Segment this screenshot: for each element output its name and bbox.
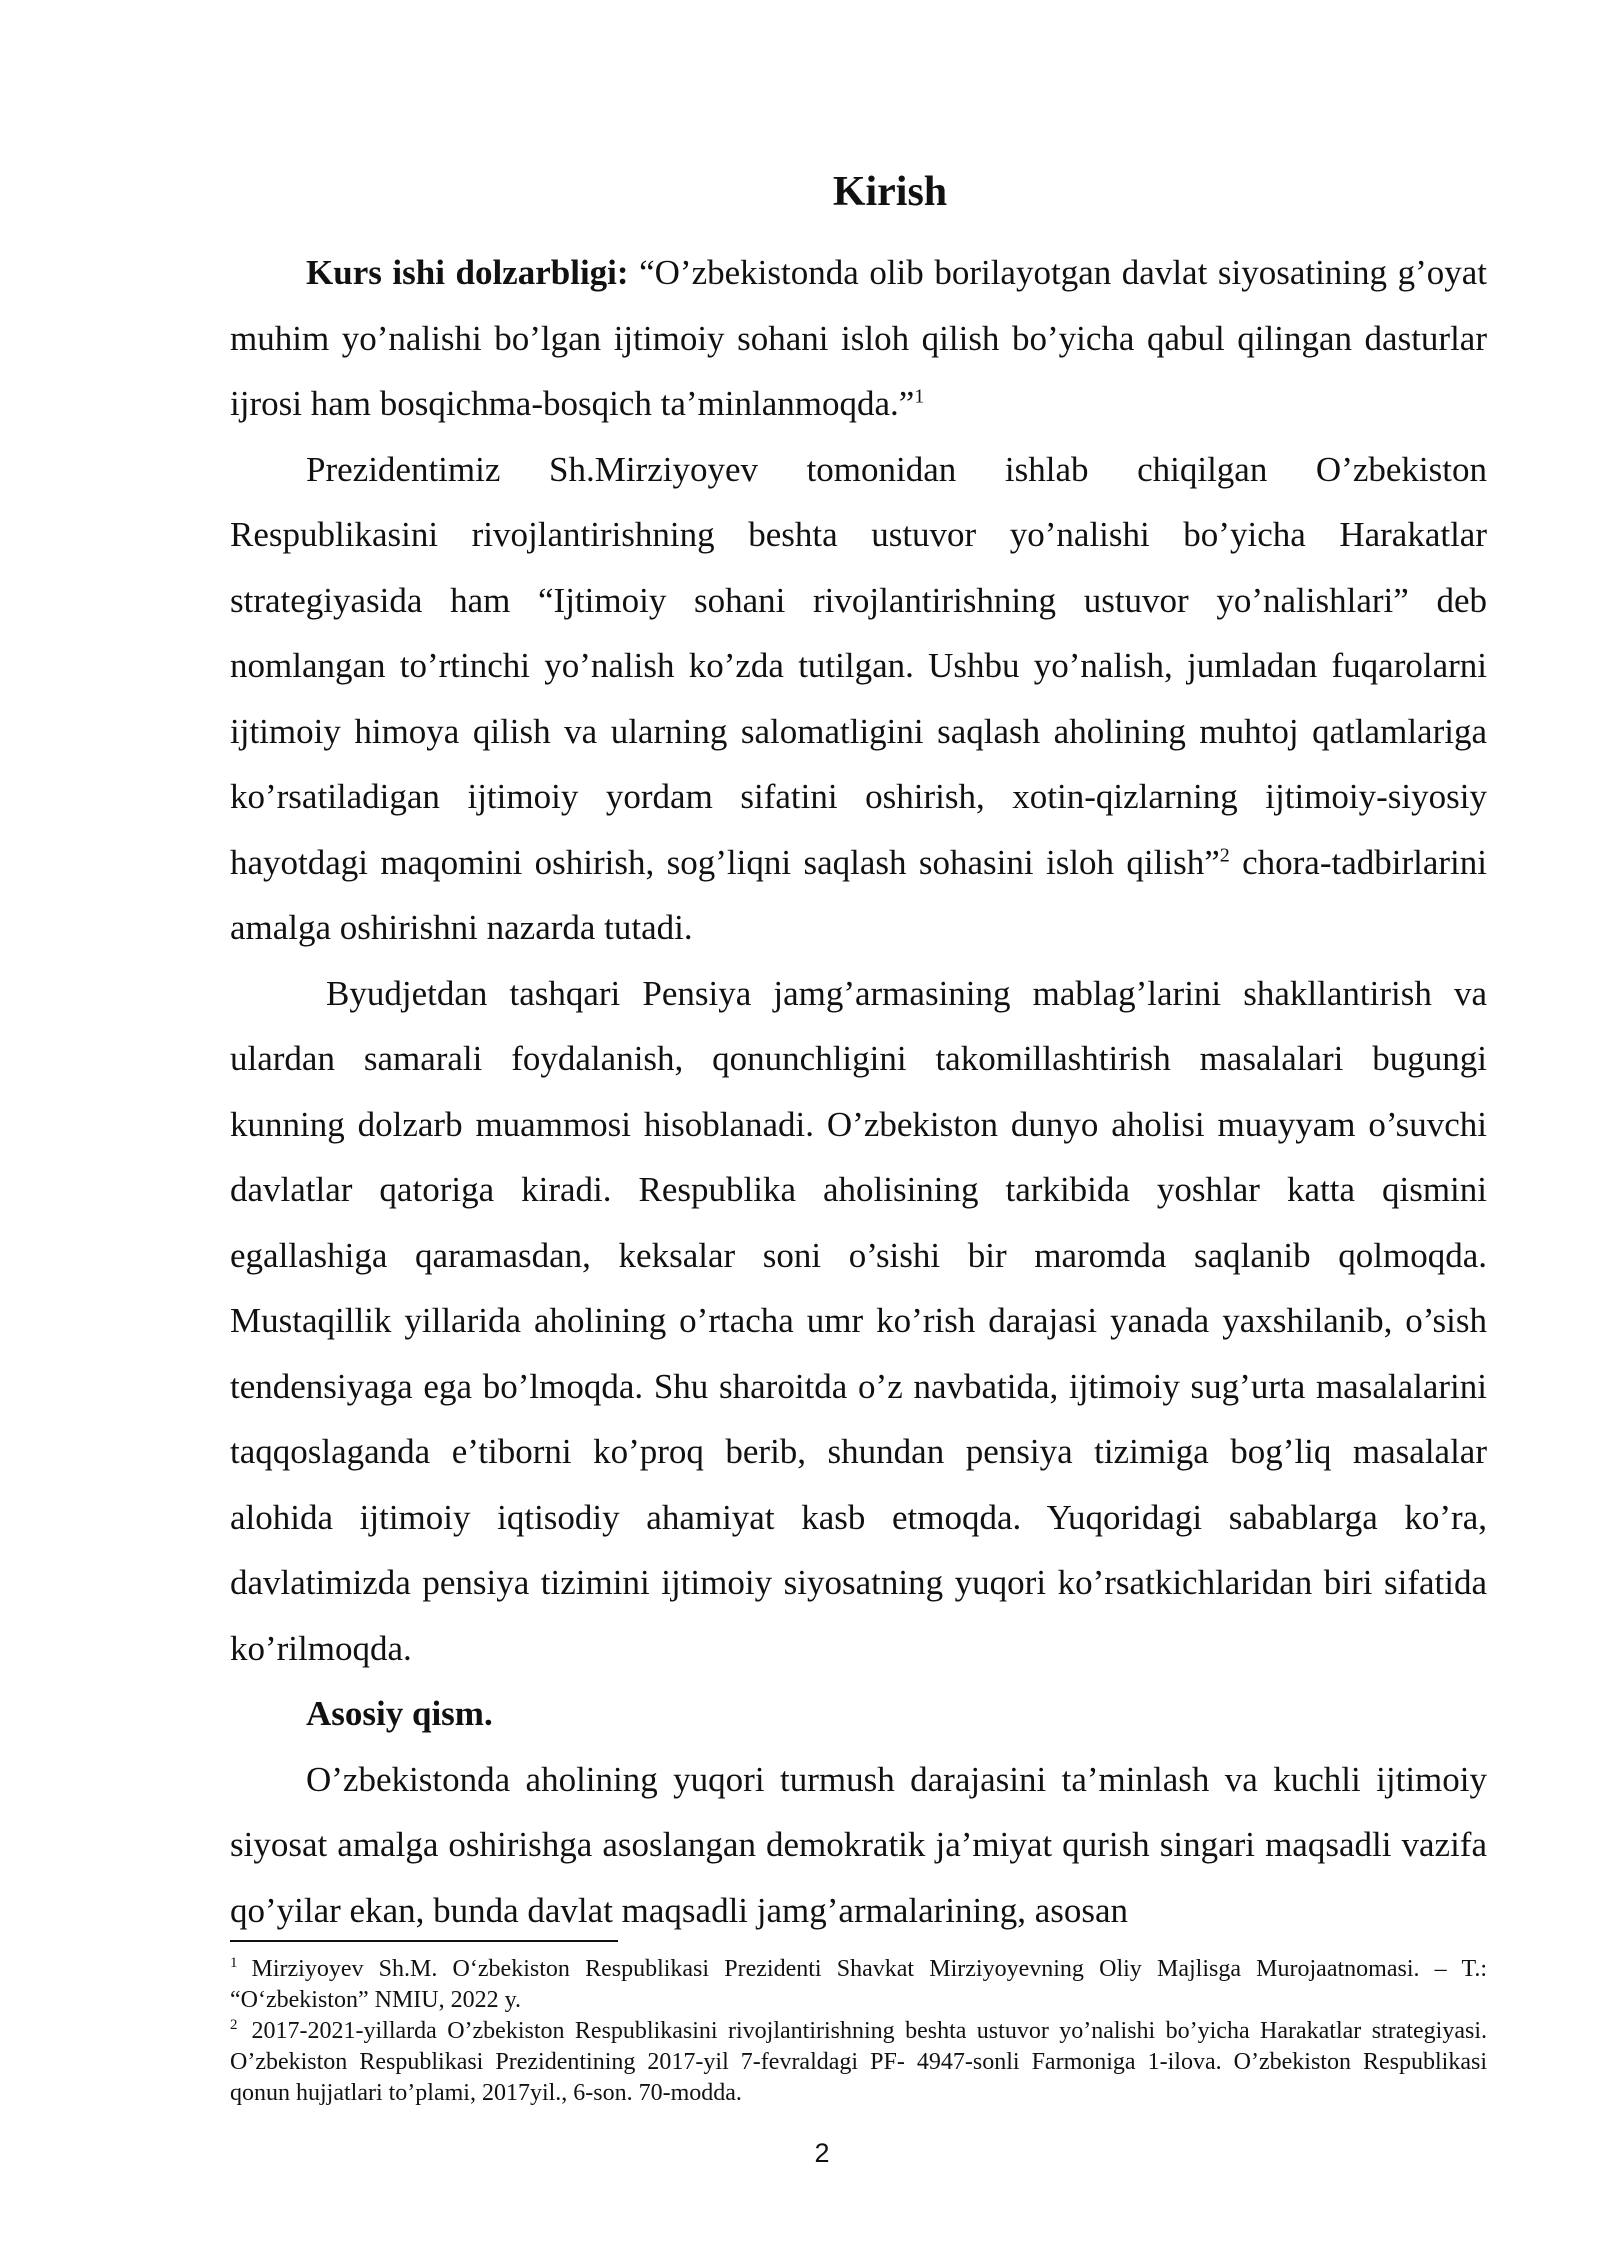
footnote-separator bbox=[230, 1940, 618, 1942]
page-number: 2 bbox=[814, 2138, 830, 2168]
paragraph-lead: Kurs ishi dolzarbligi: bbox=[306, 253, 629, 292]
footnote-2 bbox=[230, 2016, 1487, 2109]
paragraph-main-body: O’zbekistonda aholining yuqori turmush darajasini ta’minlash va kuchli ijtimoiy siyosat amalga oshirishga asoslangan demokratik ja’miyat qurish singari maqsadli vazifa qo’yilar ekan, bunda davlat maqsadli jamg’armalarining, asosan bbox=[230, 1759, 1487, 1930]
paragraph-strategy bbox=[230, 437, 1487, 961]
footnote-ref-2[interactable]: 2 bbox=[1219, 843, 1230, 866]
footnotes bbox=[230, 1954, 1487, 2109]
footnote-text-2: 2017-2021-yillarda O’zbekiston Respublikasini rivojlantirishning beshta ustuvor yo’nalishi bo’yicha Harakatlar strategiyasi. O’zbekiston Respublikasi Prezidentining 2017-yil 7-fevraldagi PF- 4947-sonli Farmoniga 1-ilova. O’zbekiston Respublikasi qonun hujjatlari to’plami, 2017yil., 6-son. 70-modda. bbox=[230, 2018, 1487, 2106]
body-text bbox=[230, 240, 1487, 1943]
section-heading bbox=[230, 1681, 1487, 1747]
footnote-mark-1: 1 bbox=[230, 1955, 238, 1971]
footnote-text-1: Mirziyoyev Sh.M. O‘zbekiston Respublikasi Prezidenti Shavkat Mirziyoyevning Oliy Majlisga Murojaatnomasi. – T.: “O‘zbekiston” NMIU, 2022 y. bbox=[230, 1956, 1487, 2013]
paragraph-text: “O’zbekistonda olib borilayotgan davlat siyosatining g’oyat muhim yo’nalishi bo’lgan ijtimoiy sohani isloh qilish bo’yicha qabul qilingan dasturlar ijrosi ham bosqichma-bosqich ta’minlanmoqda.” bbox=[230, 253, 1488, 423]
paragraph-text-continued: chora-tadbirlarini amalga oshirishni nazarda tutadi. bbox=[230, 842, 1487, 947]
footnote-1 bbox=[230, 1954, 1487, 2016]
paragraph-text: Prezidentimiz Sh.Mirziyoyev tomonidan ishlab chiqilgan O’zbekiston Respublikasini rivojlantirishning beshta ustuvor yo’nalishi bo’yicha Harakatlar strategiyasida ham “Ijtimoiy sohani rivojlantirishning ustuvor yo’nalishlari” deb nomlangan to’rtinchi yo’nalish ko’zda tutilgan. Ushbu yo’nalish, jumladan fuqarolarni ijtimoiy himoya qilish va ularning salomatligini saqlash aholining muhtoj qatlamlariga ko’rsatiladigan ijtimoiy yordam sifatini oshirish, xotin-qizlarning ijtimoiy-siyosiy hayotdagi maqomini oshirish, sog’liqni saqlash sohasini isloh qilish” bbox=[230, 449, 1487, 882]
section-heading-text: Asosiy qism. bbox=[306, 1694, 493, 1733]
footnote-mark-2: 2 bbox=[230, 2017, 238, 2033]
paragraph-pension-fund: Byudjetdan tashqari Pensiya jamg’armasining mablag’larini shakllantirish va ulardan samarali foydalanish, qonunchligini takomillashtirish masalalari bugungi kunning dolzarb muammosi hisoblanadi. O’zbekiston dunyo aholisi muayyam o’suvchi davlatlar qatoriga kiradi. Respublika aholisining tarkibida yoshlar katta qismini egallashiga qaramasdan, keksalar soni o’sishi bir maromda saqlanib qolmoqda. Mustaqillik yillarida aholining o’rtacha umr ko’rish darajasi yanada yaxshilanib, o’sish tendensiyaga ega bo’lmoqda. Shu sharoitda o’z navbatida, ijtimoiy sug’urta masalalarini taqqoslaganda e’tiborni ko’proq berib, shundan pensiya tizimiga bog’liq masalalar alohida ijtimoiy iqtisodiy ahamiyat kasb etmoqda. Yuqoridagi sabablarga ko’ra, davlatimizda pensiya tizimini ijtimoiy siyosatning yuqori ko’rsatkichlaridan biri sifatida ko’rilmoqda. bbox=[230, 973, 1487, 1668]
paragraph-relevance bbox=[230, 240, 1487, 437]
page-title: Kirish bbox=[832, 169, 948, 215]
footnote-ref-1[interactable]: 1 bbox=[914, 385, 925, 408]
